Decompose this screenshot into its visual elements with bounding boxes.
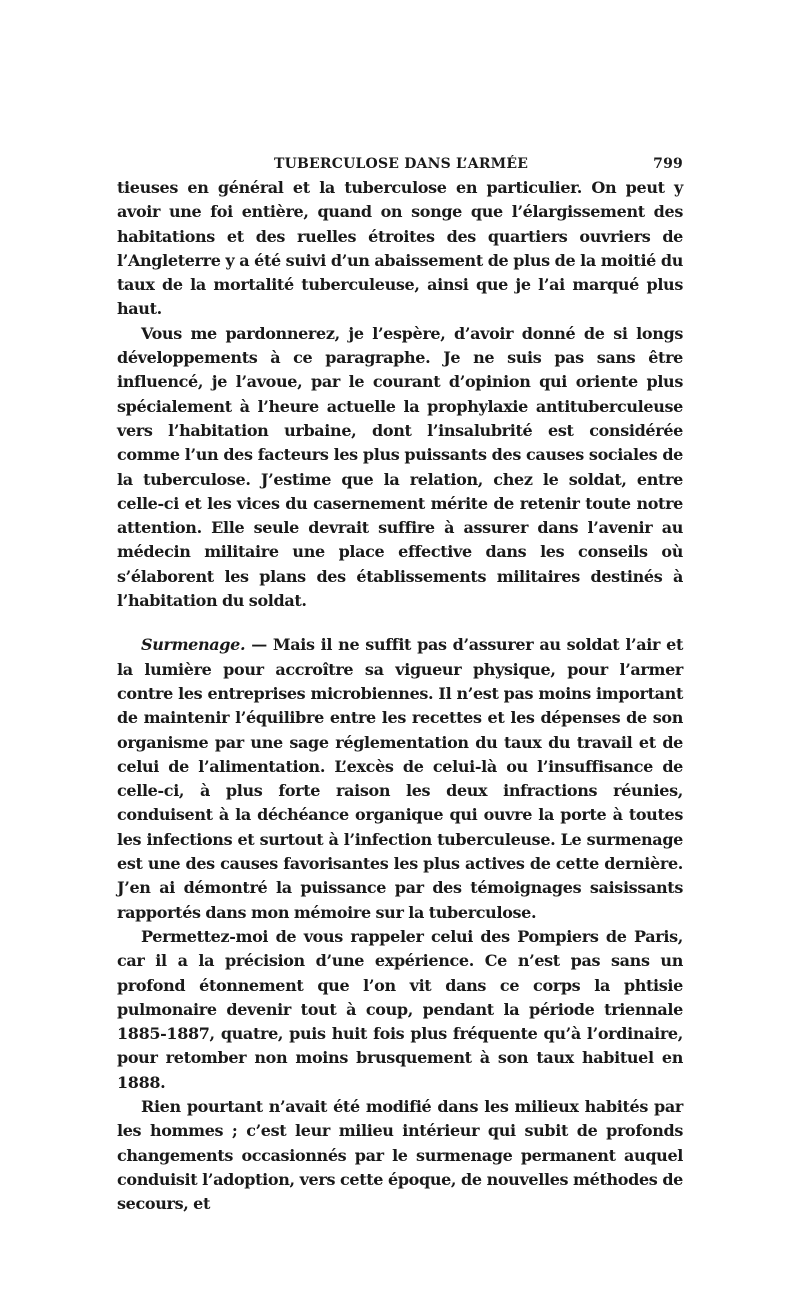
paragraph-continuation: tieuses en général et la tuberculose en particulier. On peut y avoir une foi entière, quand on songe que l’élargissement des habitations et des ruelles étroites des quartiers ouvriers de l’Angleterre y a été suivi d’un abaissement de plus de la moitié du taux de la mortalité tuberculeuse, ainsi que je l’ai marqué plus haut. [117, 178, 683, 319]
paragraph-milieux: Rien pourtant n’avait été modifié dans les milieux habités par les hommes ; c’est leur milieu intérieur qui subit de profonds changements occasionnés par le surmenage permanent auquel conduisit l’adoption, vers cette époque, de nouvelles méthodes de secours, et [117, 1096, 683, 1214]
body-text [117, 176, 683, 1216]
running-header [117, 150, 683, 176]
section-title-surmenage: Surmenage. [141, 635, 246, 655]
book-page [117, 150, 683, 1216]
paragraph-pompiers: Permettez-moi de vous rappeler celui des Pompiers de Paris, car il a la précision d’une expérience. Ce n’est pas sans un profond étonnement que l’on vit dans ce corps la phtisie pulmonaire devenir tout à coup, pendant la période triennale 1885-1887, quatre, puis huit fois plus fréquente qu’à l’ordinaire, pour retomber non moins brusquement à son taux habituel en 1888. [117, 926, 683, 1092]
page-number: 799 [653, 156, 683, 172]
paragraph-surmenage [117, 633, 683, 925]
paragraph-surmenage-text: — Mais il ne suffit pas d’assurer au soldat l’air et la lumière pour accroître sa vigueur physique, pour l’armer contre les entreprises microbiennes. Il n’est pas moins important de maintenir l’équilibre entre les recettes et les dépenses de son organisme par une sage réglementation du taux du travail et de celui de l’alimentation. L’excès de celui-là ou l’insuffisance de celle-ci, à plus forte raison les deux infractions réunies, conduisent à la déchéance organique qui ouvre la porte à toutes les infections et surtout à l’infection tuberculeuse. Le surmenage est une des causes favorisantes les plus actives de cette dernière. J’en ai démontré la puissance par des témoignages saisissants rapportés dans mon mémoire sur la tuberculose. [117, 635, 683, 922]
running-title: TUBERCULOSE DANS L’ARMÉE [274, 156, 529, 172]
paragraph-habitation: Vous me pardonnerez, je l’espère, d’avoir donné de si longs développements à ce paragraphe. Je ne suis pas sans être influencé, je l’avoue, par le courant d’opinion qui oriente plus spécialement à l’heure actuelle la prophylaxie antituberculeuse vers l’habitation urbaine, dont l’insalubrité est considérée comme l’un des facteurs les plus puissants des causes sociales de la tuberculose. J’estime que la relation, chez le soldat, entre celle-ci et les vices du casernement mérite de retenir toute notre attention. Elle seule devrait suffire à assurer dans l’avenir au médecin militaire une place effective dans les conseils où s’élaborent les plans des établissements militaires destinés à l’habitation du soldat. [117, 323, 683, 611]
